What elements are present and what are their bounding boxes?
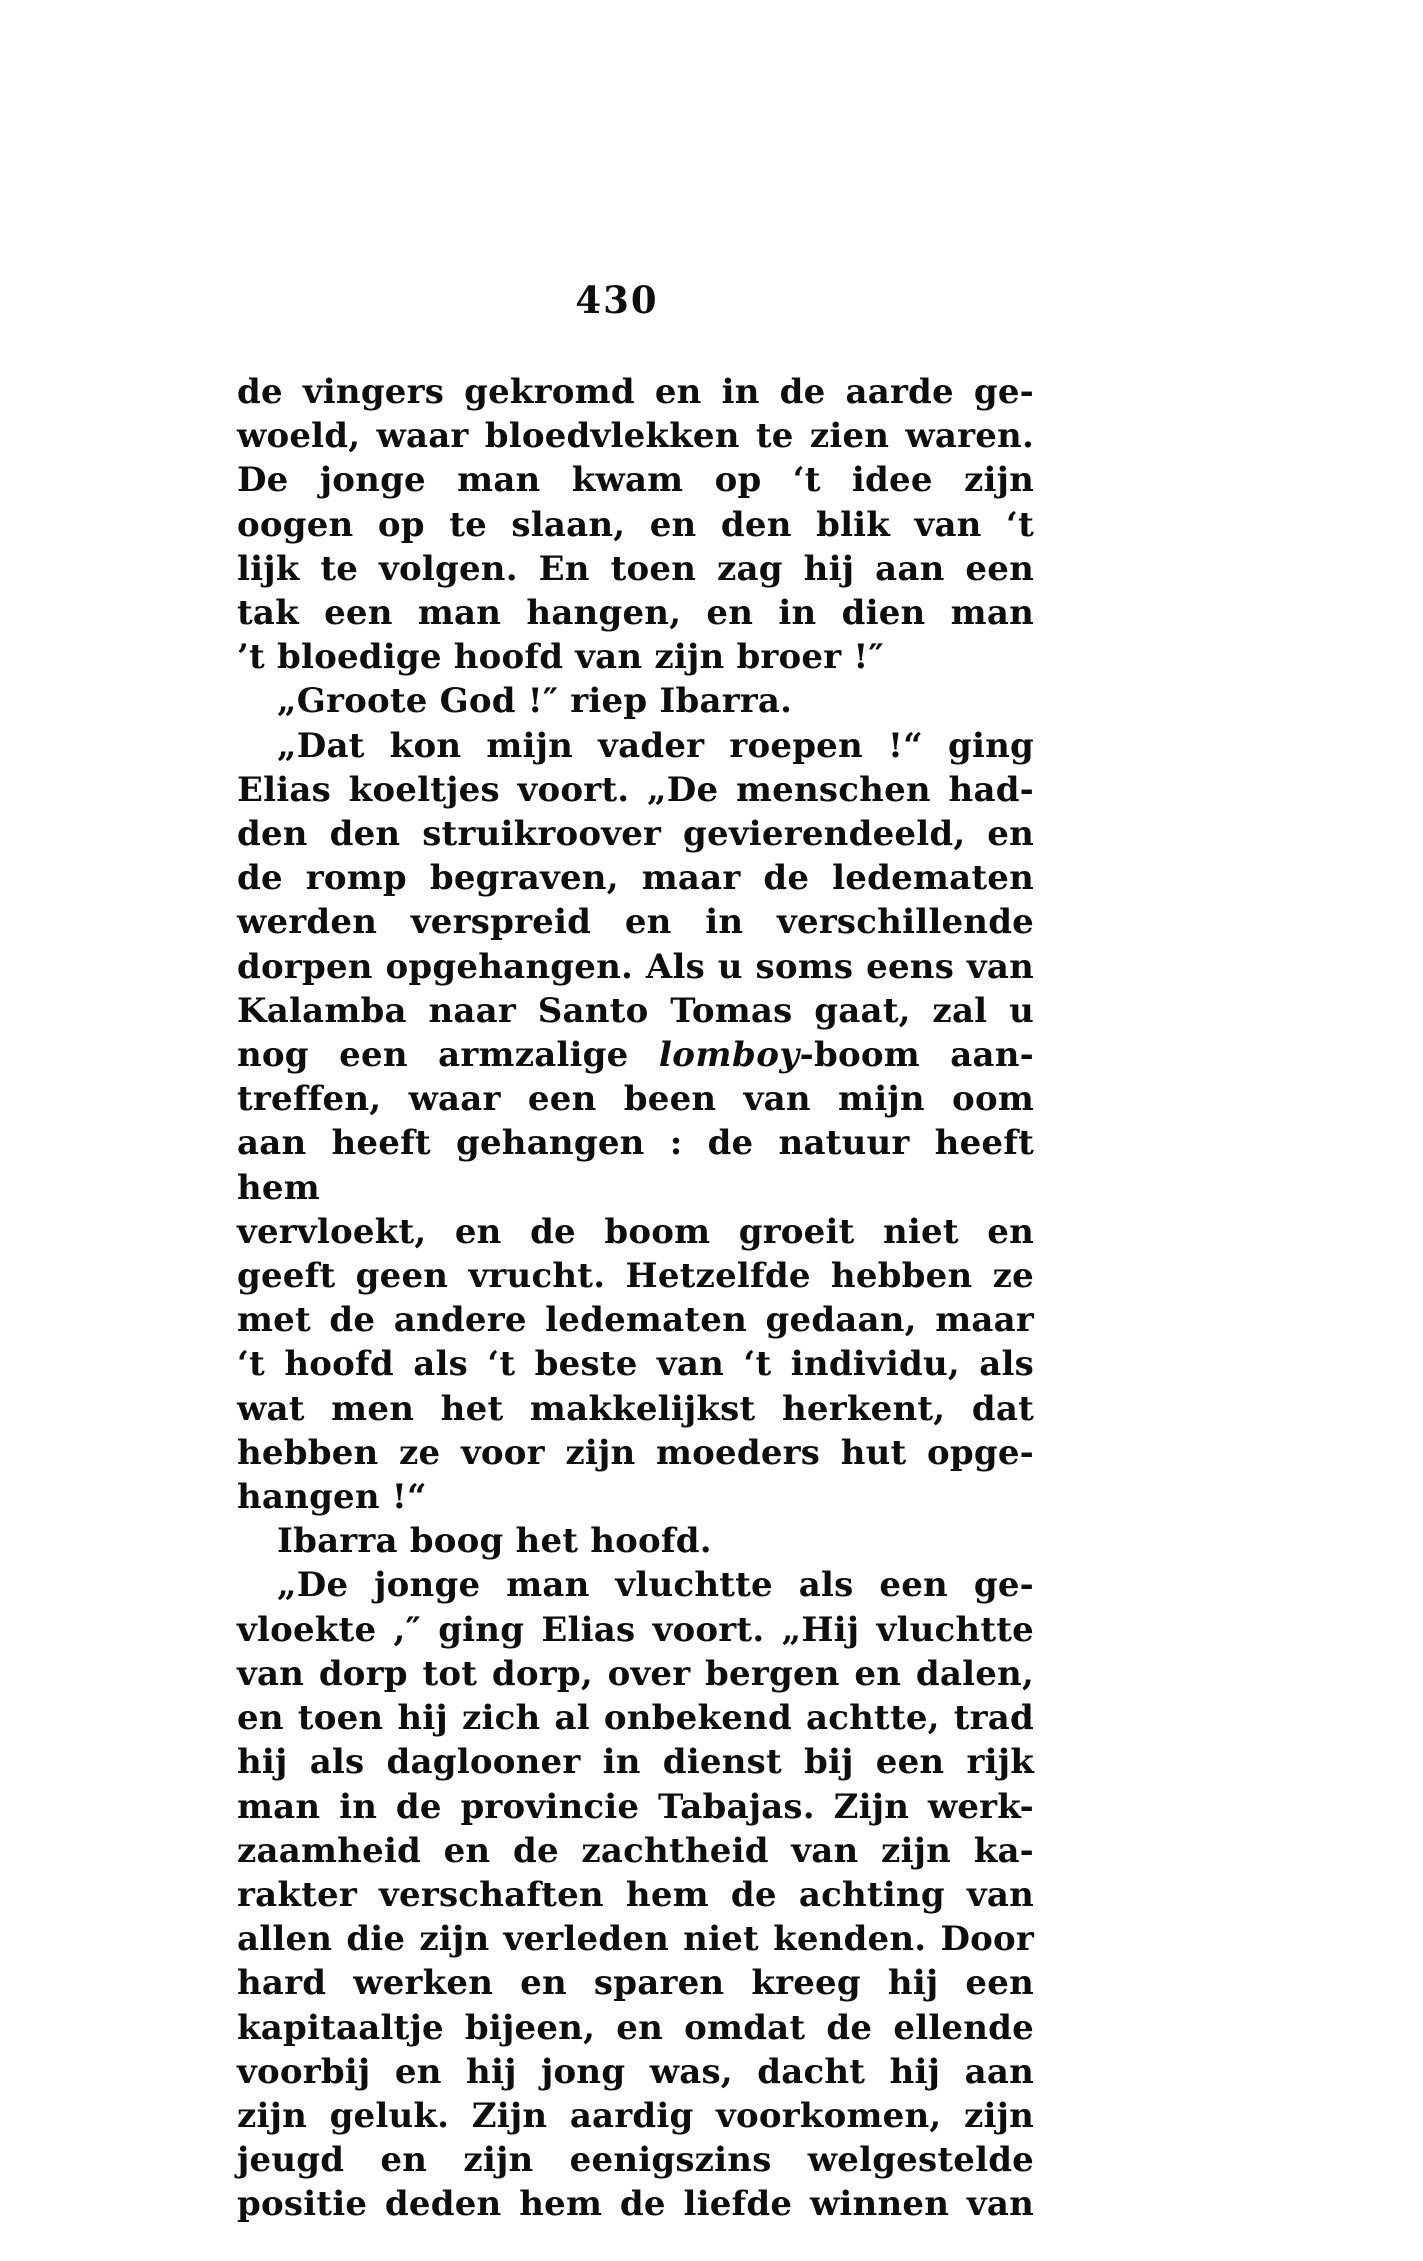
text-line: ‘t hoofd als ‘t beste van ‘t individu, als <box>237 1344 1034 1385</box>
text-line: met de andere ledematen gedaan, maar <box>237 1300 1034 1341</box>
text-line: zijn geluk. Zijn aardig voorkomen, zijn <box>237 2095 1034 2136</box>
text-line: woeld, waar bloedvlekken te zien waren. <box>237 416 1034 457</box>
text-line: werden verspreid en in verschillende <box>237 902 1034 943</box>
text-line: kapitaaltje bijeen, en omdat de ellende <box>237 2007 1034 2048</box>
text-line: de vingers gekromd en in de aarde ge- <box>237 372 1034 412</box>
text-line: voorbij en hij jong was, dacht hij aan <box>237 2051 1034 2092</box>
text-line: van dorp tot dorp, over bergen en dalen, <box>237 1653 1034 1694</box>
text-line: hard werken en sparen kreeg hij een <box>237 1963 1034 2004</box>
text-line: vervloekt, en de boom groeit niet en <box>237 1211 1034 1252</box>
text-line: zaamheid en de zachtheid van zijn ka- <box>237 1830 1034 1871</box>
text-line: ’t bloedige hoofd van zijn broer !″ <box>237 637 884 678</box>
text-line: wat men het makkelijkst herkent, dat <box>237 1388 1034 1429</box>
text-line: hij als daglooner in dienst bij een rijk <box>237 1742 1034 1783</box>
text-line: positie deden hem de liefde winnen van <box>237 2184 1034 2225</box>
text-line: „De jonge man vluchtte als een ge- <box>277 1565 1034 1606</box>
text-line: en toen hij zich al onbekend achtte, trad <box>237 1698 1034 1739</box>
text-line: treffen, waar een been van mijn oom <box>237 1079 1034 1120</box>
text-line: aan heeft gehangen : de natuur heeft hem <box>237 1123 1034 1208</box>
text-line: man in de provincie Tabajas. Zijn werk- <box>237 1786 1034 1827</box>
text-line: geeft geen vrucht. Hetzelfde hebben ze <box>237 1256 1034 1297</box>
page-number: 430 <box>575 278 659 322</box>
text-line: jeugd en zijn eenigszins welgestelde <box>237 2140 1034 2181</box>
text-line: nog een armzalige lomboy-boom aan- <box>237 1035 1034 1076</box>
text-line: allen die zijn verleden niet kenden. Door <box>237 1919 1034 1960</box>
text-line: rakter verschaften hem de achting van <box>237 1874 1034 1915</box>
text-line: Ibarra boog het hoofd. <box>277 1521 712 1562</box>
text-line: hangen !“ <box>237 1477 427 1518</box>
text-line: „Dat kon mijn vader roepen !“ ging <box>277 725 1034 766</box>
text-line: dorpen opgehangen. Als u soms eens van <box>237 946 1034 987</box>
text-line: den den struikroover gevierendeeld, en <box>237 814 1034 855</box>
text-line: oogen op te slaan, en den blik van ‘t <box>237 504 1034 545</box>
text-line: lijk te volgen. En toen zag hij aan een <box>237 548 1034 589</box>
text-line: Kalamba naar Santo Tomas gaat, zal u <box>237 990 1034 1031</box>
text-line: tak een man hangen, en in dien man <box>237 593 1034 634</box>
text-line: hebben ze voor zijn moeders hut opge- <box>237 1432 1034 1473</box>
text-line: De jonge man kwam op ‘t idee zijn <box>237 460 1034 501</box>
text-block <box>237 370 1034 2227</box>
text-line: Elias koeltjes voort. „De menschen had- <box>237 769 1034 810</box>
text-line: de romp begraven, maar de ledematen <box>237 858 1034 899</box>
text-line: vloekte ,″ ging Elias voort. „Hij vluchtte <box>237 1609 1034 1650</box>
text-line: „Groote God !″ riep Ibarra. <box>277 681 793 722</box>
